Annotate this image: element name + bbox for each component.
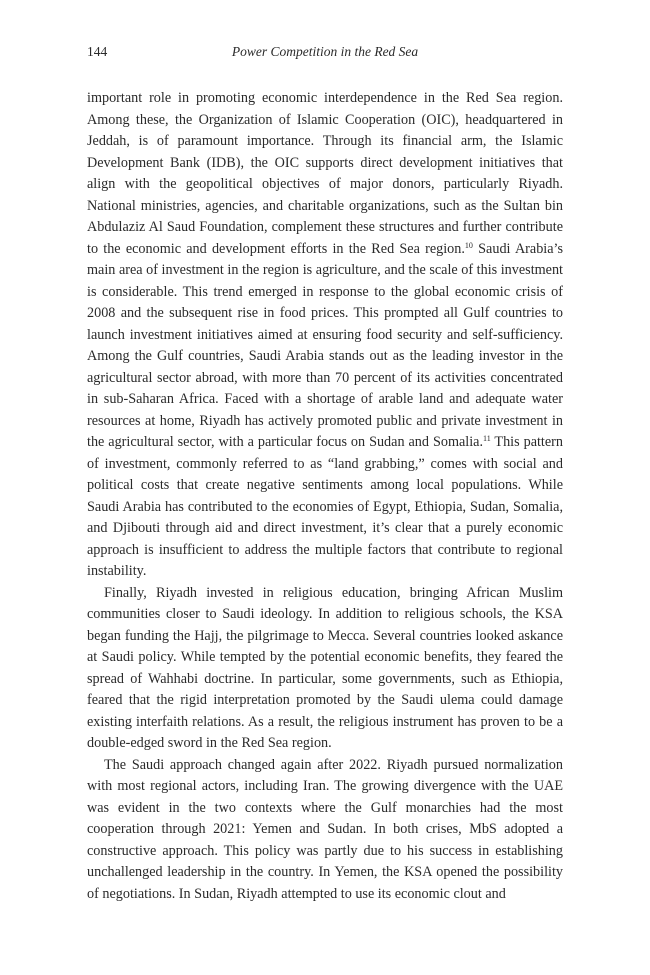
running-head <box>87 44 563 64</box>
paragraph-1-text-c: This pattern of investment, commonly referred to as “land grabbing,” comes with social and political costs that create negative sentiments among local populations. While Saudi Arabia has contributed to the economies of Egypt, Ethiopia, Sudan, Somalia, and Djibouti through aid and direct investment, it’s clear that a purely economic approach is insufficient to address the multiple factors that contribute to regional instability. <box>87 434 563 579</box>
page-number: 144 <box>87 44 108 59</box>
paragraph-1-text-a: important role in promoting economic interdependence in the Red Sea region. Among these, the Organization of Islamic Cooperation (OIC), headquartered in Jeddah, is of paramount importance. Through its financial arm, the Islamic Development Bank (IDB), the OIC supports direct development initiatives that align with the geopolitical objectives of major donors, particularly Riyadh. National ministries, agencies, and charitable organizations, such as the Sultan bin Abdulaziz Al Saud Foundation, complement these structures and further contribute to the economic and development efforts in the Red Sea region. <box>87 90 563 257</box>
body-text <box>87 88 563 905</box>
paragraph-1-text-b: Saudi Arabia’s main area of investment in the region is agriculture, and the scale of this investment is considerable. This trend emerged in response to the global economic crisis of 2008 and the subsequent rise in food prices. This prompted all Gulf countries to launch investment initiatives aimed at ensuring food security and self-sufficiency. Among the Gulf countries, Saudi Arabia stands out as the leading investor in the agricultural sector abroad, with more than 70 percent of its activities concentrated in sub-Saharan Africa. Faced with a shortage of arable land and adequate water resources at home, Riyadh has actively promoted public and private investment in the agricultural sector, with a particular focus on Sudan and Somalia. <box>87 240 564 450</box>
paragraph-3: The Saudi approach changed again after 2022. Riyadh pursued normalization with most regional actors, including Iran. The growing divergence with the UAE was evident in the two contexts where the Gulf monarchies had the most cooperation through 2021: Yemen and Sudan. In both crises, MbS adopted a constructive approach. This policy was partly due to his success in establishing unchallenged leadership in the country. In Yemen, the KSA opened the possibility of negotiations. In Sudan, Riyadh attempted to use its economic clout and <box>87 756 563 902</box>
paragraph-2: Finally, Riyadh invested in religious education, bringing African Muslim communities closer to Saudi ideology. In addition to religious schools, the KSA began funding the Hajj, the pilgrimage to Mecca. Several countries looked askance at Saudi policy. While tempted by the potential economic benefits, they feared the spread of Wahhabi doctrine. In particular, some governments, such as Ethiopia, feared that the rigid interpretation promoted by the Saudi ulema could damage existing interfaith relations. As a result, the religious instrument has proven to be a double-edged sword in the Red Sea region. <box>87 584 563 751</box>
paragraph-1 <box>87 88 563 583</box>
footnote-ref-11: 11 <box>483 434 491 443</box>
footnote-ref-10: 10 <box>464 240 473 250</box>
running-title: Power Competition in the Red Sea <box>231 44 419 59</box>
